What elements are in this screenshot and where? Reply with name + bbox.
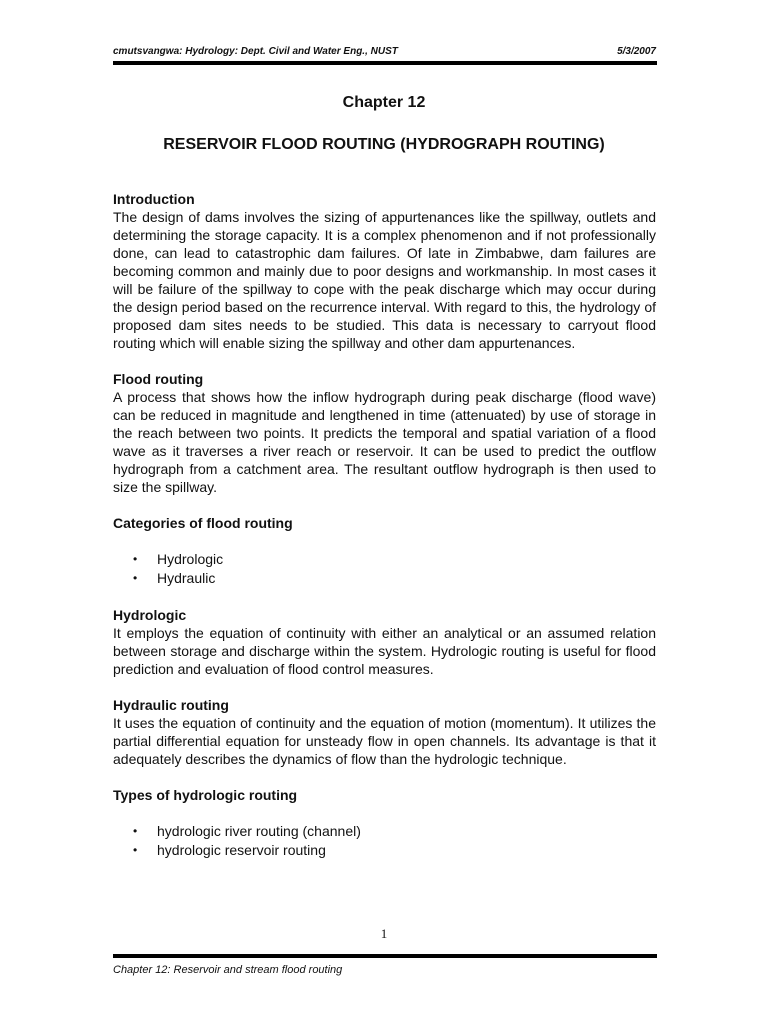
header-rule bbox=[113, 61, 657, 65]
bullet-icon: • bbox=[133, 843, 138, 857]
categories-list bbox=[113, 550, 656, 588]
header-date: 5/3/2007 bbox=[617, 46, 656, 57]
section-hydraulic-routing bbox=[113, 696, 656, 768]
section-paragraph: A process that shows how the inflow hydrograph during peak discharge (flood wave) can be reduced in magnitude and lengthened in time (attenuated) by use of storage in the reach between two points. It predicts the temporal and spatial variation of a flood wave as it traverses a river reach or reservoir. It can be used to predict the outflow hydrograph from a catchment area. The resultant outflow hydrograph is then used to size the spillway. bbox=[113, 389, 656, 495]
section-categories bbox=[113, 514, 656, 588]
list-item bbox=[113, 822, 656, 841]
list-item bbox=[113, 550, 656, 569]
list-item bbox=[113, 569, 656, 588]
bullet-icon: • bbox=[133, 571, 138, 585]
bullet-icon: • bbox=[133, 824, 138, 838]
page-number: 1 bbox=[380, 926, 388, 941]
chapter-number: Chapter 12 bbox=[342, 94, 426, 111]
types-list bbox=[113, 822, 656, 860]
section-paragraph: The design of dams involves the sizing of appurtenances like the spillway, outlets and determining the storage capacity. It is a complex phenomenon and if not professionally done, can lead to catastrophic dam failures. Of late in Zimbabwe, dam failures are becoming common and mainly due to poor designs and workmanship. In most cases it will be failure of the spillway to cope with the peak discharge which may occur during the design period based on the recurrence interval. With regard to this, the hydrology of proposed dam sites needs to be studied. This data is necessary to carryout flood routing which will enable sizing the spillway and other dam appurtenances. bbox=[113, 209, 656, 351]
section-heading: Introduction bbox=[113, 191, 195, 207]
page-footer: Chapter 12: Reservoir and stream flood routing bbox=[113, 964, 343, 976]
footer-rule bbox=[113, 954, 657, 958]
list-item-text: Hydraulic bbox=[157, 570, 216, 586]
bullet-icon: • bbox=[133, 552, 138, 566]
chapter-title: RESERVOIR FLOOD ROUTING (HYDROGRAPH ROUTING) bbox=[163, 136, 605, 153]
section-types-hydrologic-routing bbox=[113, 786, 656, 860]
header-author-dept: cmutsvangwa: Hydrology: Dept. Civil and Water Eng., NUST bbox=[113, 46, 398, 57]
list-item-text: Hydrologic bbox=[157, 551, 224, 567]
section-heading: Flood routing bbox=[113, 371, 204, 387]
section-hydrologic bbox=[113, 606, 656, 678]
section-heading: Categories of flood routing bbox=[113, 515, 293, 531]
page-header bbox=[113, 46, 656, 57]
section-heading: Types of hydrologic routing bbox=[113, 787, 298, 803]
section-paragraph: It uses the equation of continuity and the equation of motion (momentum). It utilizes the partial differential equation for unsteady flow in open channels. Its advantage is that it adequately describes the dynamics of flow than the hydrologic technique. bbox=[113, 715, 656, 767]
section-heading: Hydraulic routing bbox=[113, 697, 229, 713]
section-flood-routing bbox=[113, 370, 656, 496]
section-introduction bbox=[113, 190, 656, 352]
section-paragraph: It employs the equation of continuity with either an analytical or an assumed relation between storage and discharge within the system. Hydrologic routing is useful for flood prediction and evaluation of flood control measures. bbox=[113, 625, 656, 677]
document-body bbox=[113, 190, 656, 860]
list-item bbox=[113, 841, 656, 860]
list-item-text: hydrologic river routing (channel) bbox=[157, 823, 361, 839]
section-heading: Hydrologic bbox=[113, 607, 187, 623]
list-item-text: hydrologic reservoir routing bbox=[157, 842, 326, 858]
